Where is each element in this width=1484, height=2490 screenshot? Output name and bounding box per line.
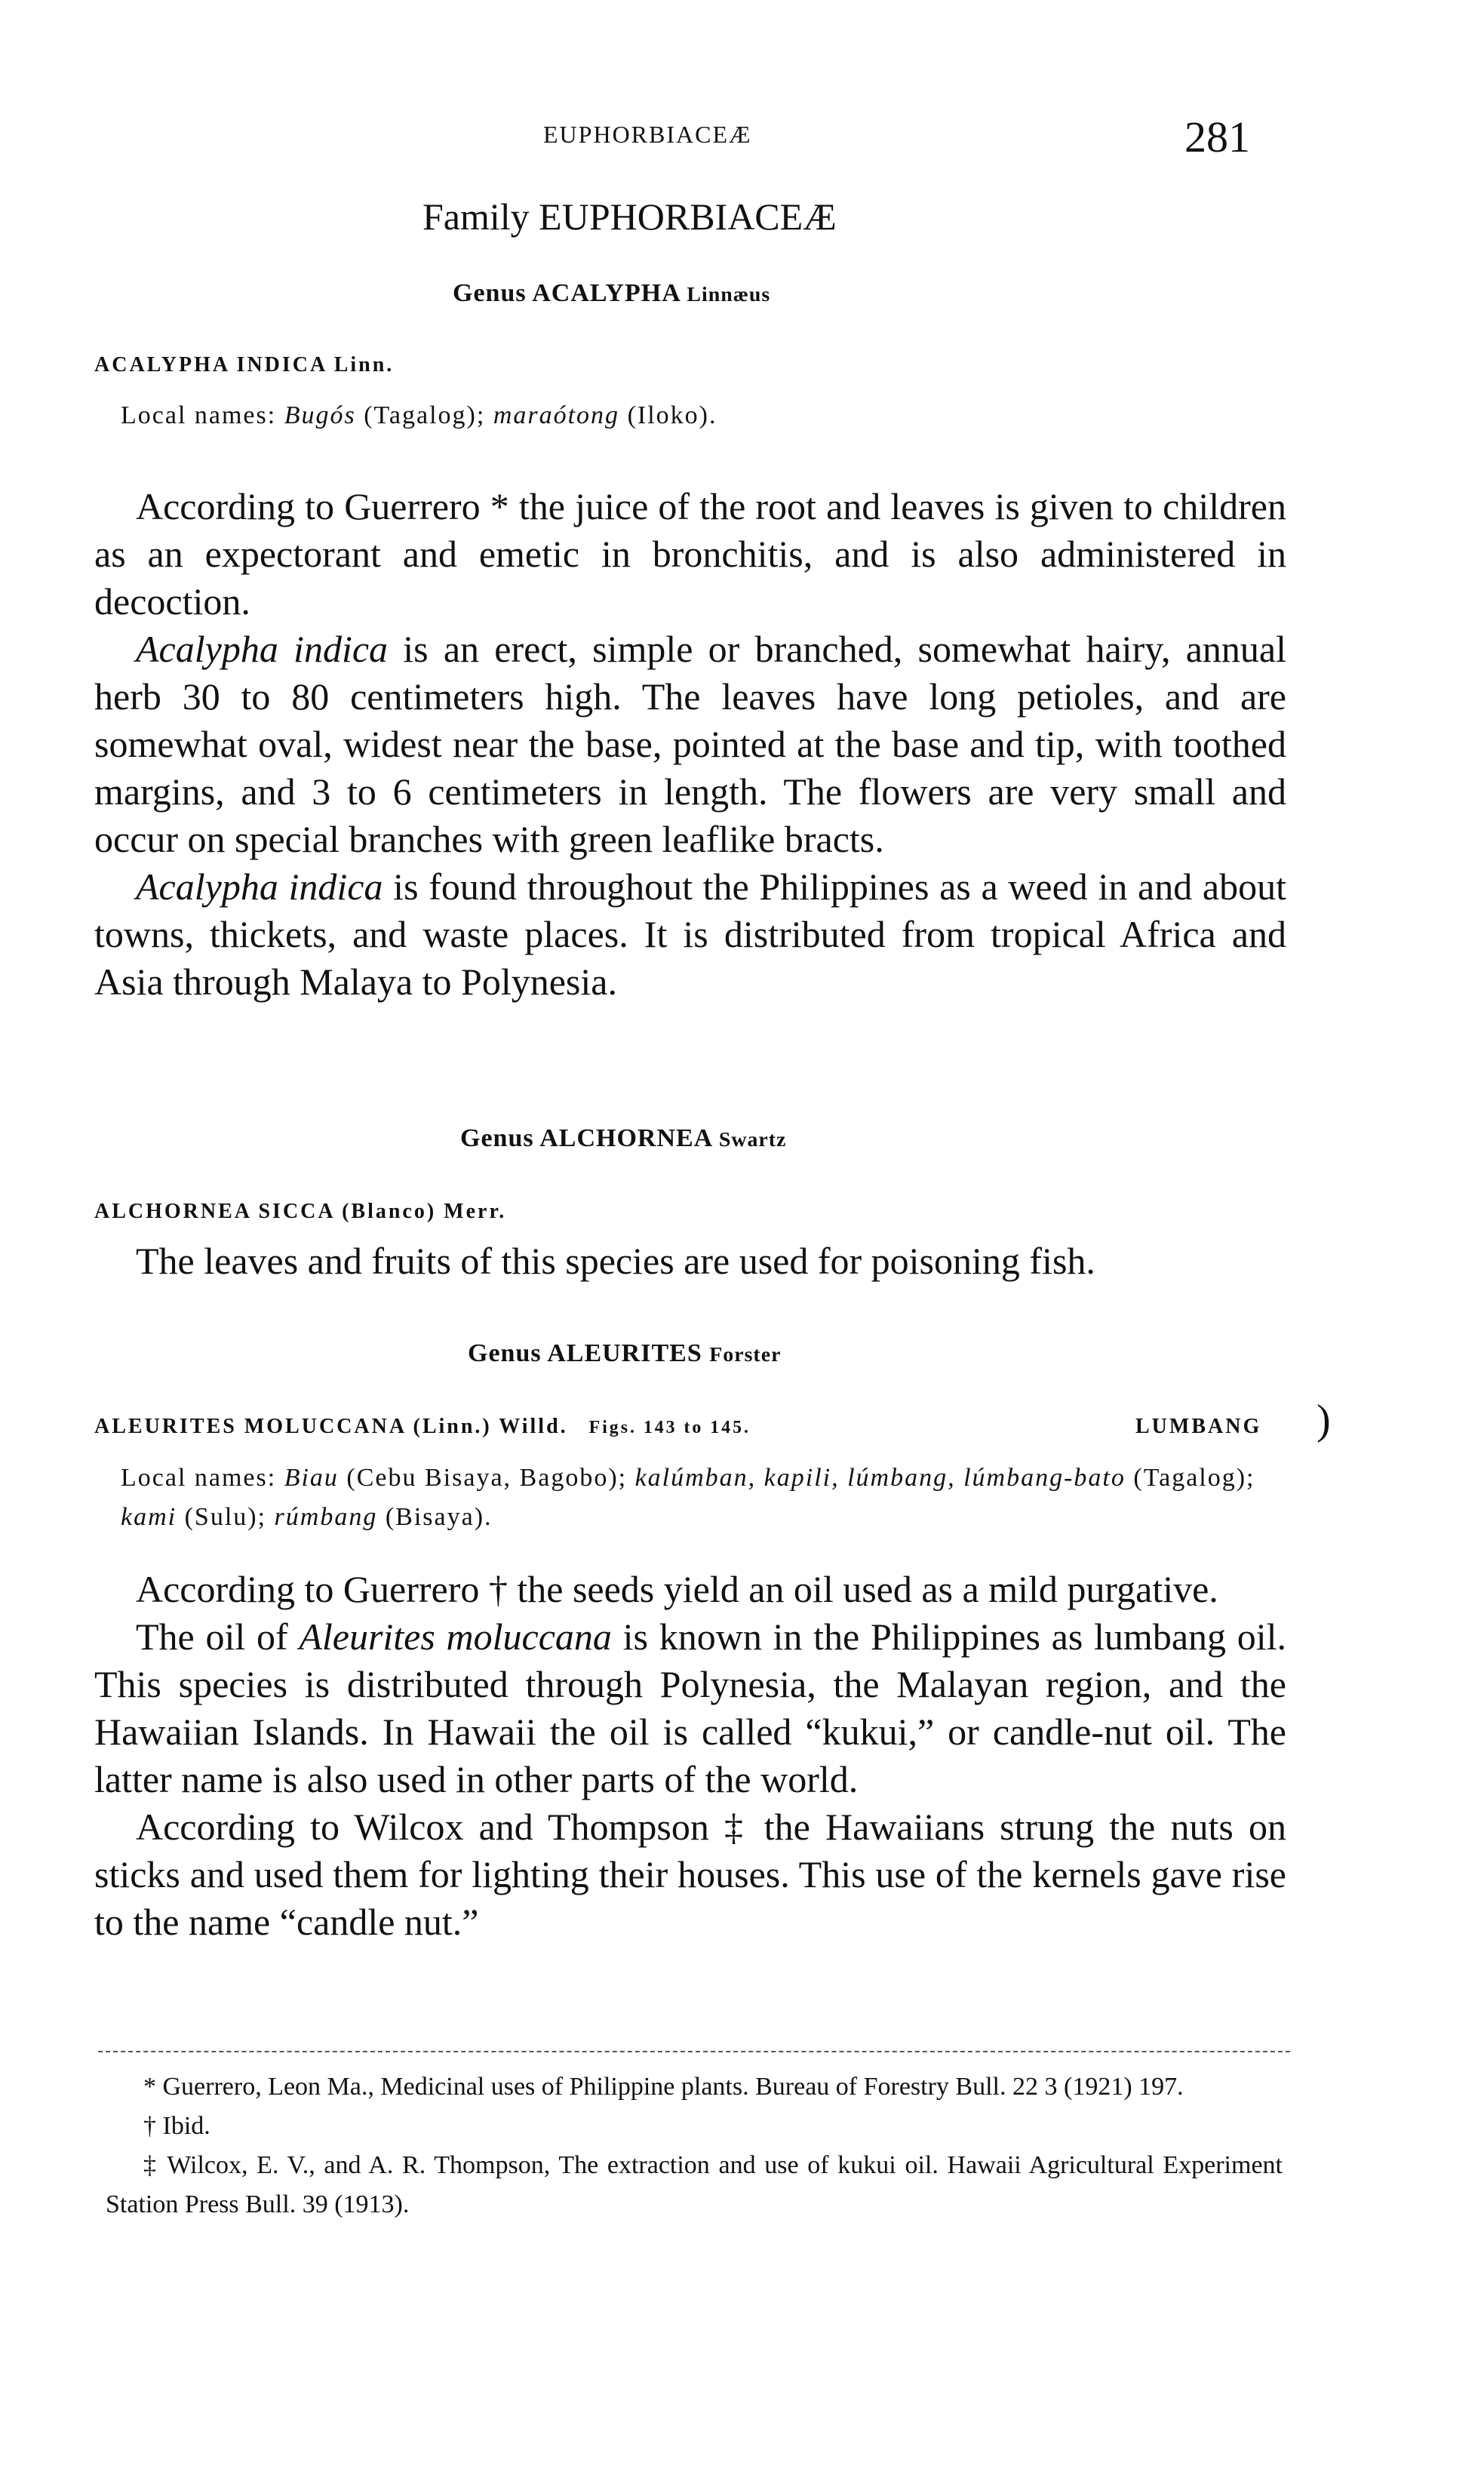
- species-line-aleurites-moluccana: [94, 1415, 751, 1439]
- genus-heading-acalypha: [453, 279, 770, 308]
- aleurites-text: [94, 1566, 1286, 1946]
- figure-reference: Figs. 143 to 145.: [588, 1418, 751, 1437]
- genus-name: ACALYPHA: [532, 279, 680, 307]
- local-names-label: Local names:: [121, 401, 277, 429]
- paragraph: The leaves and fruits of this species are used for poisoning fish.: [136, 1240, 1095, 1282]
- local-language: (Bisaya).: [385, 1503, 493, 1531]
- footnote: † Ibid.: [143, 2112, 210, 2140]
- footnotes: [106, 2067, 1283, 2224]
- common-name: LUMBANG: [1135, 1415, 1262, 1438]
- paragraph: [94, 626, 1286, 863]
- italic-species-name: Acalypha indica: [136, 865, 383, 908]
- species-name: ALCHORNEA SICCA: [94, 1200, 335, 1223]
- paragraph: [94, 1613, 1286, 1803]
- paragraph-text: is an erect, simple or branched, somewhat hairy, annual herb 30 to 80 centimeters high. The leaves have long petioles, and are somewhat oval, widest near the base, pointed at the base and tip, with toothed margins, and 3 to 6 centimeters in length. The flowers are very small and occur on special branches with green leaflike bracts.: [94, 628, 1286, 860]
- genus-name: ALCHORNEA: [539, 1124, 712, 1152]
- paragraph-text: is found throughout the Philippines as a weed in and about towns, thickets, and waste places. It is distributed from tropical Africa and Asia through Malaya to Polynesia.: [94, 865, 1287, 1003]
- genus-author: Forster: [709, 1343, 782, 1366]
- paragraph: According to Guerrero † the seeds yield an oil used as a mild purgative.: [136, 1568, 1218, 1610]
- running-header: EUPHORBIACEÆ: [543, 121, 752, 148]
- local-language: (Tagalog);: [1133, 1464, 1255, 1492]
- genus-prefix: Genus: [453, 279, 527, 307]
- page-number: 281: [1184, 112, 1250, 161]
- genus-author: Swartz: [718, 1128, 787, 1151]
- local-name: kalúmban, kapili, lúmbang, lúmbang-bato: [634, 1464, 1126, 1492]
- local-language: (Cebu Bisaya, Bagobo);: [346, 1464, 628, 1492]
- local-name: rúmbang: [274, 1503, 378, 1531]
- species-name: ACALYPHA INDICA: [94, 353, 327, 377]
- species-author: (Linn.) Willd.: [413, 1415, 568, 1438]
- footnote-rule: [98, 2051, 1290, 2052]
- local-name: kami: [121, 1503, 177, 1531]
- species-author: (Blanco) Merr.: [342, 1200, 507, 1223]
- local-names-aleurites: [121, 1459, 1286, 1537]
- local-name: Biau: [284, 1464, 339, 1492]
- genus-prefix: Genus: [460, 1124, 534, 1152]
- footnote: ‡ Wilcox, E. V., and A. R. Thompson, The extraction and use of kukui oil. Hawaii Agricultural Experiment Station Press Bull. 39 (1913).: [106, 2151, 1283, 2218]
- paragraph-text: is known in the Philippines as lumbang oil. This species is distributed through Polynesia, the Malayan region, and the Hawaiian Islands. In Hawaii the oil is called “kukui,” or candle-nut oil. The latter name is also used in other parts of the world.: [94, 1615, 1287, 1800]
- local-names-acalypha: [121, 401, 717, 430]
- paragraph: According to Guerrero * the juice of the root and leaves is given to children as an expectorant and emetic in bronchitis, and is also administered in decoction.: [94, 485, 1286, 622]
- local-names-label: Local names:: [121, 1464, 277, 1492]
- italic-species-name: Aleurites moluccana: [299, 1615, 612, 1658]
- species-author: Linn.: [333, 353, 395, 377]
- local-language: (Sulu);: [184, 1503, 267, 1531]
- species-line-alchornea-sicca: [94, 1200, 506, 1224]
- family-heading: Family EUPHORBIACEÆ: [422, 195, 837, 238]
- footnote: * Guerrero, Leon Ma., Medicinal uses of Philippine plants. Bureau of Forestry Bull. 22 3 (1921) 197.: [143, 2073, 1184, 2101]
- local-name: Bugós: [284, 401, 356, 429]
- genus-prefix: Genus: [468, 1339, 542, 1367]
- paragraph: [94, 863, 1286, 1006]
- genus-heading-alchornea: [460, 1124, 786, 1153]
- italic-species-name: Acalypha indica: [136, 628, 389, 670]
- local-name: maraótong: [493, 401, 620, 429]
- paragraph: According to Wilcox and Thompson ‡ the Hawaiians strung the nuts on sticks and used them for lighting their houses. This use of the kernels gave rise to the name “candle nut.”: [94, 1806, 1286, 1943]
- local-language: (Tagalog);: [364, 401, 486, 429]
- genus-author: Linnæus: [687, 283, 771, 306]
- species-line-acalypha-indica: [94, 353, 394, 377]
- species-name: ALEURITES MOLUCCANA: [94, 1415, 406, 1438]
- alchornea-text: [94, 1237, 1286, 1285]
- local-language: (Iloko).: [627, 401, 717, 429]
- genus-name: ALEURITES: [547, 1339, 702, 1367]
- genus-heading-aleurites: [468, 1339, 781, 1368]
- acalypha-text: [94, 483, 1286, 1006]
- paragraph-text: The oil of: [136, 1615, 288, 1658]
- margin-mark: ): [1317, 1397, 1331, 1443]
